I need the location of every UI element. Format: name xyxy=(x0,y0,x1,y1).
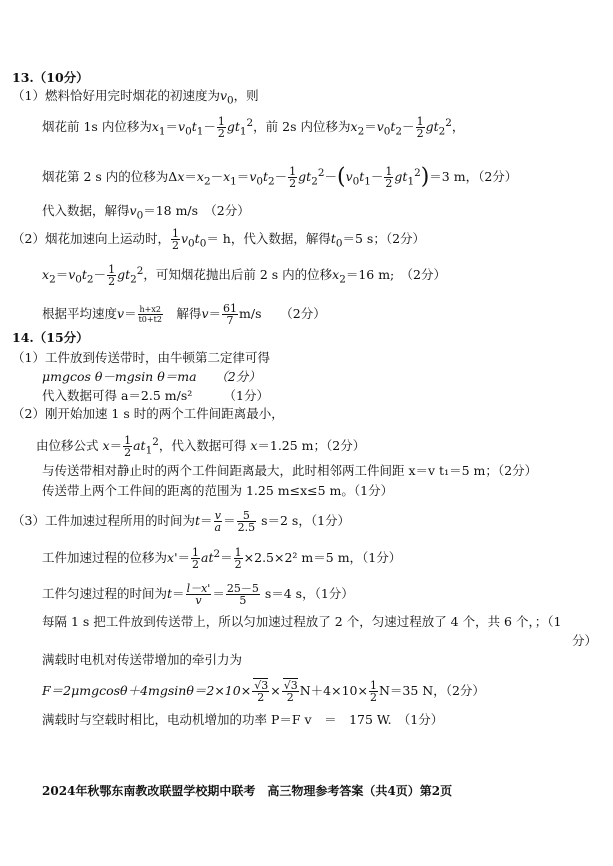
q14-power-line: 满载时与空载时相比，电动机增加的功率 P＝F v ＝ 175 W. （1分） xyxy=(42,712,444,727)
q13-second-interval-line: 烟花第 2 s 内的位移为$\Delta x=x_2-x_1=v_0t_2-$ $\frac{1}{2}$ $gt_2^2-(v_0t_1-$ $\frac{1}{2}$ $gt_1^2)=3$ m，（2分） xyxy=(42,164,518,191)
q14-min-distance-line: 由位移公式 x＝ $\frac{1}{2}$ $at_1^2$，代入数据可得 x＝1.25 m；（2分） xyxy=(36,434,366,460)
q14-title: 14.（15分） xyxy=(12,330,89,345)
q13-title: 13.（10分） xyxy=(12,70,89,85)
q14-equation-line: μmgcos θ－mgsin θ＝ma （2分） xyxy=(42,369,261,384)
q13-displacement-line: 烟花前 1s 内位移为$x_1=v_0t_1-$ $\frac{1}{2}$ $gt_1^2$，前 2s 内位移为$x_2=v_0t_2-$ $\frac{1}{2}$ $gt_2^2$， xyxy=(42,115,465,141)
q14-range-line: 传送带上两个工件间的距离的范围为 1.25 m≤x≤5 m。（1分） xyxy=(42,483,394,498)
q13-result-line: 代入数据，解得$v_0=18$ m/s （2分） xyxy=(42,203,250,222)
q14-count-line: 每隔 1 s 把工件放到传送带上，所以匀加速过程放了 2 个，匀速过程放了 4 个，共 6 个，；（1 xyxy=(42,614,562,629)
q13-part1-line: （1）燃料恰好用完时烟花的初速度为$v_0$，则 xyxy=(12,88,259,107)
page-footer: 2024年秋鄂东南教改联盟学校期中联考 高三物理参考答案（共4页）第2页 xyxy=(42,784,453,798)
q14-accel-displacement-line: 工件加速过程的位移为x'＝ $\frac{1}{2}$ $at^2=$ $\frac{1}{2}$ ×2.5×2² m＝5 m，（1分） xyxy=(42,546,402,572)
q13-average-velocity-line: 根据平均速度v＝ $\frac{h+x2}{t0+t2}$ 解得v＝ $\frac{61}{7}$ m/s （2分） xyxy=(42,302,326,327)
q14-uniform-time-line: 工件匀速过程的时间为t＝ $\frac{l-x'}{v}$ ＝ $\frac{25-5}{5}$ s＝4 s，（1分） xyxy=(42,582,354,607)
q13-part2-line: （2）烟花加速向上运动时， $\frac{1}{2}$ $v_0t_0= h$，代入数据，解得$t_0=5$ s；（2分） xyxy=(12,227,426,252)
q14-acceleration-line: 代入数据可得 a＝2.5 m/s² （1分） xyxy=(42,388,269,403)
q14-force-line: F＝2μmgcosθ＋4mgsinθ＝2×10× $\frac{√3}{2}$ × $\frac{√3}{2}$ N＋4×10× $\frac{1}{2}$ N＝35 N，（2分） xyxy=(42,679,485,704)
q14-count-line-cont: 分） xyxy=(572,633,598,648)
q14-traction-intro-line: 满载时电机对传送带增加的牵引力为 xyxy=(42,652,243,667)
q14-part3-time-line: （3）工件加速过程所用的时间为t＝ $\frac{v}{a}$ ＝ $\frac{5}{2.5}$ s＝2 s，（1分） xyxy=(12,509,351,534)
q14-max-distance-line: 与传送带相对静止时的两个工件间距离最大，此时相邻两工件间距 x＝v t₁＝5 m；（2分） xyxy=(42,463,538,478)
q13-first2s-line: $x_2=v_0t_2-$ $\frac{1}{2}$ $gt_2^2$，可知烟花抛出后前 2 s 内的位移$x_2=16$ m; （2分） xyxy=(42,263,446,289)
q14-part2-line: （2）刚开始加速 1 s 时的两个工件间距离最小， xyxy=(12,406,284,421)
q14-part1-line: （1）工件放到传送带时，由牛顿第二定律可得 xyxy=(12,350,270,365)
